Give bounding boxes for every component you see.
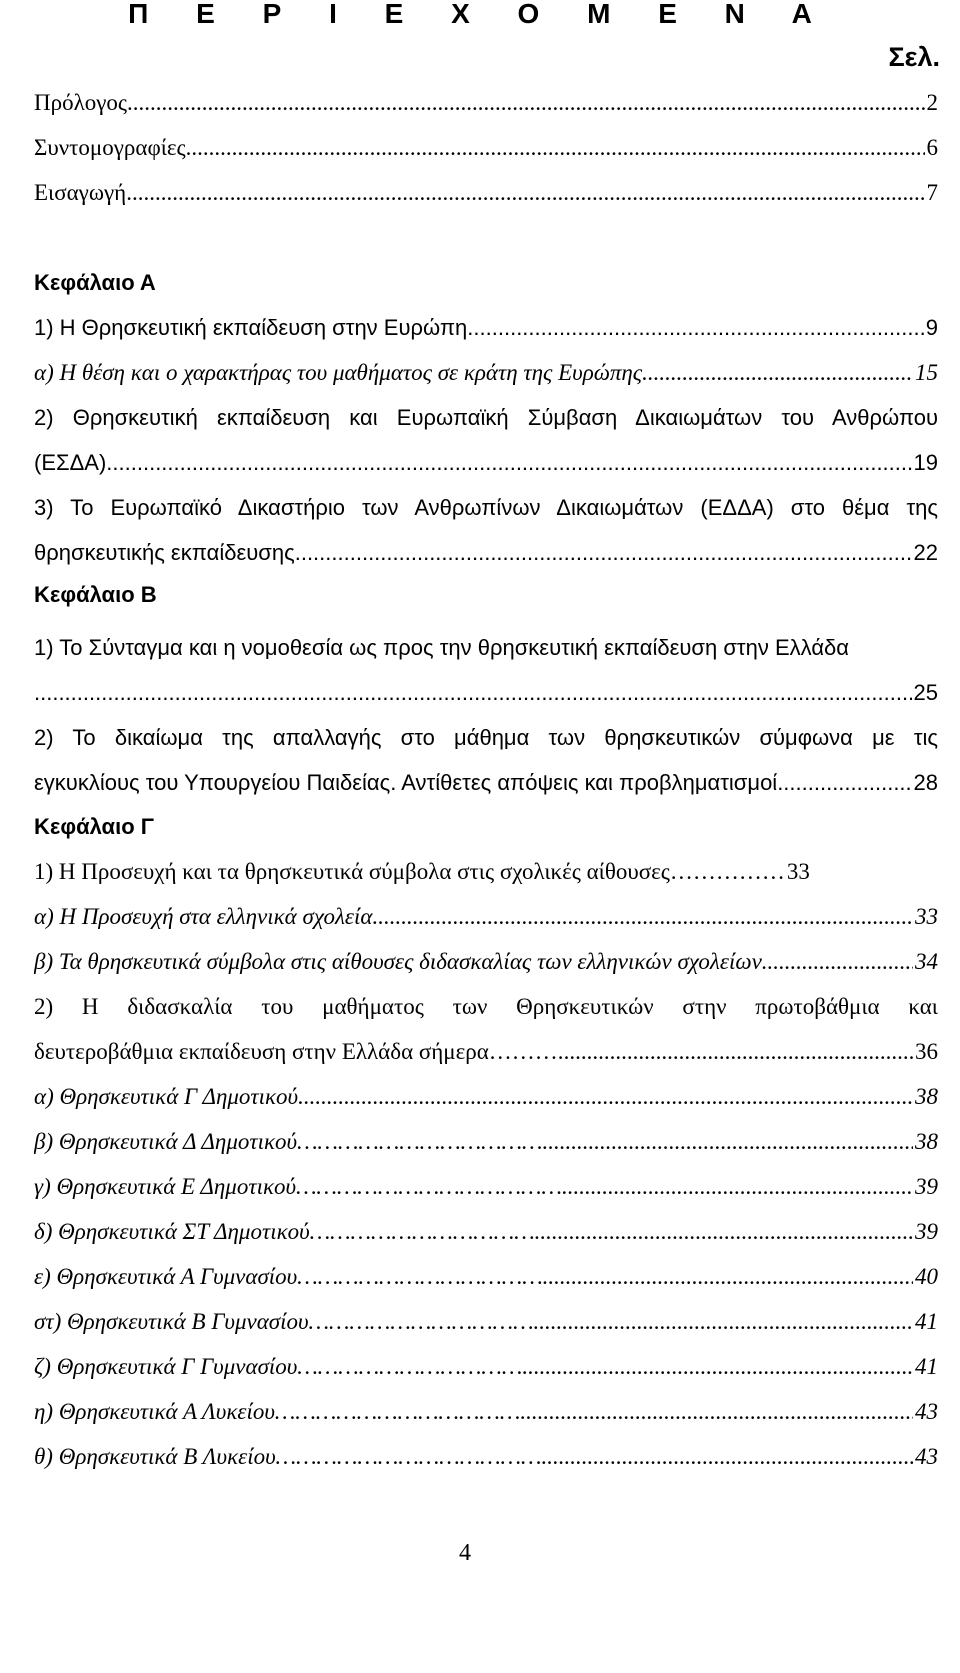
toc-entry[interactable]: δευτεροβάθμια εκπαίδευση στην Ελλάδα σήμερα………. ..... 36 (34, 1037, 938, 1067)
toc-entry-line: 2) Η διδασκαλία του μαθήματος των Θρησκευτικών στην πρωτοβάθμια και (34, 994, 938, 1019)
chapter-heading: Κεφάλαιο Γ (34, 814, 154, 839)
toc-entry[interactable]: στ) Θρησκευτικά Β Γυμνασίου…………………………… ..... 41 (34, 1307, 938, 1337)
toc-entry-line: 2) Θρησκευτική εκπαίδευση και Ευρωπαϊκή Σύμβαση Δικαιωμάτων του Ανθρώπου (34, 405, 938, 430)
chapter-heading: Κεφάλαιο Β (34, 582, 157, 607)
toc-entry[interactable]: α) Η Προσευχή στα ελληνικά σχολεία ..... 33 (34, 902, 938, 932)
page-column-label: Σελ. (888, 42, 940, 72)
toc-entry[interactable]: 1) Η Θρησκευτική εκπαίδευση στην Ευρώπη ..... 9 (34, 313, 938, 343)
toc-entry[interactable]: Πρόλογος ..... 2 (34, 88, 938, 118)
toc-entry-line: 2) Το δικαίωμα της απαλλαγής στο μάθημα των θρησκευτικών σύμφωνα με τις (34, 725, 938, 750)
toc-entry[interactable]: γ) Θρησκευτικά Ε Δημοτικού………………………………… ..... 39 (34, 1172, 938, 1202)
toc-entry[interactable]: ζ) Θρησκευτικά Γ Γυμνασίου…………………………… ..... 41 (34, 1352, 938, 1382)
toc-entry[interactable]: Εισαγωγή ..... 7 (34, 178, 938, 208)
toc-entry[interactable]: θ) Θρησκευτικά Β Λυκείου………………………………… ..... 43 (34, 1442, 938, 1472)
toc-entry[interactable]: α) Θρησκευτικά Γ Δημοτικού ..... 38 (34, 1082, 938, 1112)
page-title: Π Ε Ρ Ι Ε Χ Ο Μ Ε Ν Α (128, 0, 832, 29)
toc-entry[interactable]: ε) Θρησκευτικά Α Γυμνασίου……………………………… ..... 40 (34, 1262, 938, 1292)
toc-entry-line: 3) Το Ευρωπαϊκό Δικαστήριο των Ανθρωπίνων Δικαιωμάτων (ΕΔΔΑ) στο θέμα της (34, 495, 938, 520)
toc-entry[interactable]: θρησκευτικής εκπαίδευσης ..... 22 (34, 538, 938, 568)
toc-entry[interactable]: δ) Θρησκευτικά ΣΤ Δημοτικού…………………………… ..... 39 (34, 1217, 938, 1247)
toc-entry-line: 1) Το Σύνταγμα και η νομοθεσία ως προς την θρησκευτική εκπαίδευση στην Ελλάδα (34, 635, 849, 660)
toc-entry[interactable]: β) Θρησκευτικά Δ Δημοτικού……………………………… ..... 38 (34, 1127, 938, 1157)
toc-entry[interactable]: β) Τα θρησκευτικά σύμβολα στις αίθουσες διδασκαλίας των ελληνικών σχολείων ..... 34 (34, 947, 938, 977)
chapter-heading: Κεφάλαιο Α (34, 270, 156, 295)
toc-entry[interactable]: α) Η θέση και ο χαρακτήρας του μαθήματος σε κράτη της Ευρώπης ..... 15 (34, 358, 938, 388)
toc-entry[interactable]: 1) Η Προσευχή και τα θρησκευτικά σύμβολα στις σχολικές αίθουσες…………… 33 (34, 859, 810, 884)
toc-entry[interactable]: η) Θρησκευτικά Α Λυκείου……………………………… ..... 43 (34, 1397, 938, 1427)
page-number: 4 (459, 1540, 471, 1566)
toc-entry[interactable]: Συντομογραφίες ..... 6 (34, 133, 938, 163)
toc-entry[interactable]: (ΕΣΔΑ) ..... 19 (34, 448, 938, 478)
toc-entry[interactable]: ..... 25 (34, 678, 938, 708)
toc-entry[interactable]: εγκυκλίους του Υπουργείου Παιδείας. Αντίθετες απόψεις και προβληματισμοί ..... 28 (34, 768, 938, 798)
